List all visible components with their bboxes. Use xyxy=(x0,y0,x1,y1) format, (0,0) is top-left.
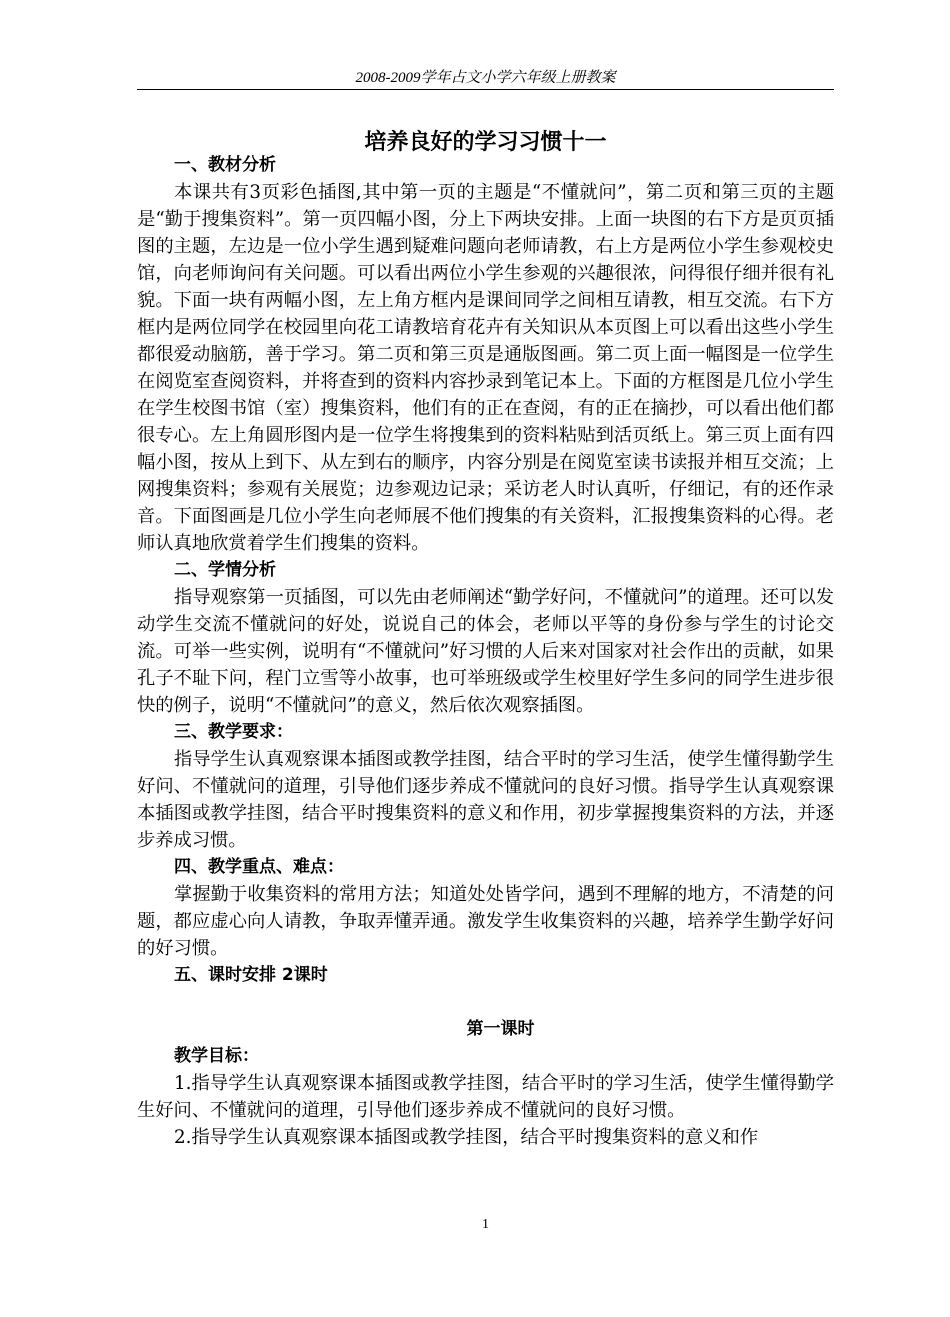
lesson-title: 第一课时 xyxy=(466,1019,535,1039)
section-heading-requirements: 三、教学要求： xyxy=(174,722,293,742)
spacer xyxy=(137,989,834,1016)
section-text-key-points: 掌握勤于收集资料的常用方法；知道处处皆学问，遇到不理解的地方，不清楚的问题，都应虚心向人请教，争取弄懂弄通。激发学生收集资料的兴趣，培养学生勤学好问的好习惯。 xyxy=(137,884,834,959)
section-text-requirements: 指导学生认真观察课本插图或教学挂图，结合平时的学习生活，使学生懂得勤学生好问、不懂就问的道理，引导他们逐步养成不懂就问的良好习惯。指导学生认真观察课本插图或教学挂图，结合平时搜集资料的意义和作用，初步掌握搜集资料的方法，并逐步养成习惯。 xyxy=(137,749,834,851)
page-number: 1 xyxy=(482,1217,489,1232)
section-text-students: 指导观察第一页插图，可以先由老师阐述“勤学好问，不懂就问”的道理。还可以发动学生交流不懂就问的好处，说说自己的体会，老师以平等的身份参与学生的讨论交流。可举一些实例，说明有“不懂就问”好习惯的人后来对国家对社会作出的贡献，如果孔子不耻下问，程门立雪等小故事，也可举班级或学生校里好学生多问的同学生进步很快的例子，说明“不懂就问”的意义，然后依次观察插图。 xyxy=(137,587,834,716)
goal-item-1: 1.指导学生认真观察课本插图或教学挂图，结合平时的学习生活，使学生懂得勤学生好问、不懂就问的道理，引导他们逐步养成不懂就问的良好习惯。 xyxy=(137,1073,834,1121)
page-header: 2008-2009学年占文小学六年级上册教案 xyxy=(355,70,616,86)
section-heading-schedule: 五、课时安排 2课时 xyxy=(174,965,328,985)
goal-item-2: 2.指导学生认真观察课本插图或教学挂图，结合平时搜集资料的意义和作 xyxy=(174,1127,759,1148)
document-title: 培养良好的学习习惯十一 xyxy=(364,130,607,155)
section-heading-key-points: 四、教学重点、难点： xyxy=(174,857,344,877)
goals-heading: 教学目标： xyxy=(174,1046,259,1066)
document-body xyxy=(137,152,834,1151)
section-text-materials: 本课共有3页彩色插图,其中第一页的主题是“不懂就问”，第二页和第三页的主题是“勤于搜集资料”。第一页四幅小图，分上下两块安排。上面一块图的右下方是页页插图的主题，左边是一位小学生遇到疑难问题向老师请教，右上方是两位小学生参观校史馆，向老师询问有关问题。可以看出两位小学生参观的兴趣很浓，问得很仔细并很有礼貌。下面一块有两幅小图，左上角方框内是课间同学之间相互请教，相互交流。右下方框内是两位同学在校园里向花工请教培育花卉有关知识从本页图上可以看出这些小学生都很爱动脑筋，善于学习。第二页和第三页是通版图画。第二页上面一幅图是一位学生在阅览室查阅资料，并将查到的资料内容抄录到笔记本上。下面的方框图是几位小学生在学生校图书馆（室）搜集资料，他们有的正在查阅，有的正在摘抄，可以看出他们都很专心。左上角圆形图内是一位学生将搜集到的资料粘贴到活页纸上。第三页上面有四幅小图，按从上到下、从左到右的顺序，内容分别是在阅览室读书读报并相互交流；上网搜集资料；参观有关展览；边参观边记录；采访老人时认真听，仔细记，有的还作录音。下面图画是几位小学生向老师展不他们搜集的有关资料，汇报搜集资料的心得。老师认真地欣赏着学生们搜集的资料。 xyxy=(137,182,834,554)
header-rule xyxy=(137,89,834,90)
section-heading-materials: 一、教材分析 xyxy=(174,155,276,175)
section-heading-students: 二、学情分析 xyxy=(174,560,276,580)
